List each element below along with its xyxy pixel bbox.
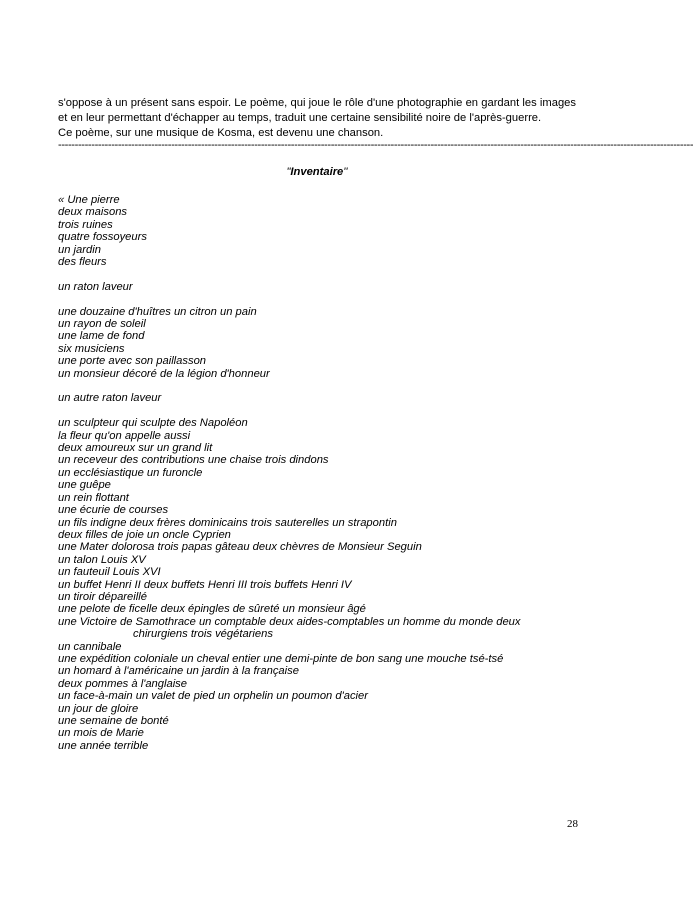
poem-line: six musiciens xyxy=(58,342,125,355)
separator-line: ----------------------------------------------------------------------------------------------------------------------------------------------------------------------------------------------- xyxy=(58,139,693,151)
poem-line: un raton laveur xyxy=(58,280,133,293)
stanza xyxy=(58,281,576,293)
poem-line: une année terrible xyxy=(58,739,149,752)
poem-line: une écurie de courses xyxy=(58,504,169,517)
poem-line: une pelote de ficelle deux épingles de sûreté un monsieur âgé xyxy=(58,603,366,616)
poem-line: un receveur des contributions une chaise trois dindons xyxy=(58,454,329,467)
poem-line: un talon Louis XV xyxy=(58,553,146,566)
intro-paragraph: s'oppose à un présent sans espoir. Le poème, qui joue le rôle d'une photographie en gardant les images et en leur permettant d'échapper au temps, traduit une certaine sensibilité noire de l'après-guerre. xyxy=(58,97,576,124)
poem-line: un buffet Henri II deux buffets Henri III trois buffets Henri IV xyxy=(58,578,352,591)
poem-line: un cannibale xyxy=(58,640,122,653)
stanza xyxy=(58,306,576,380)
poem-line: une porte avec son paillasson xyxy=(58,355,207,368)
poem-line: un sculpteur qui sculpte des Napoléon xyxy=(58,417,248,430)
stanza xyxy=(58,392,576,404)
poem-line-continuation: chirurgiens trois végétariens xyxy=(133,628,273,641)
poem-line: quatre fossoyeurs xyxy=(58,231,147,244)
stanza xyxy=(58,194,576,268)
poem-line: un monsieur décoré de la légion d'honneur xyxy=(58,367,270,380)
poem-line: deux maisons xyxy=(58,206,128,219)
title-close-quote: '' xyxy=(343,166,348,178)
poem-line: une lame de fond xyxy=(58,330,145,343)
poem-title xyxy=(58,165,576,180)
poem-line: un fils indigne deux frères dominicains trois sauterelles un strapontin xyxy=(58,516,397,529)
poem-line: deux amoureux sur un grand lit xyxy=(58,442,213,455)
poem-line: une semaine de bonté xyxy=(58,715,169,727)
intro-paragraph: Ce poème, sur une musique de Kosma, est devenu une chanson. xyxy=(58,127,384,139)
poem-line: un ecclésiastique un furoncle xyxy=(58,466,203,479)
poem-line: « Une pierre xyxy=(58,194,120,206)
poem-line: un mois de Marie xyxy=(58,727,144,740)
poem-line: deux filles de joie un oncle Cyprien xyxy=(58,528,231,541)
title-open-quote: " xyxy=(286,166,291,178)
poem-line: deux pommes à l'anglaise xyxy=(58,677,188,690)
stanza-gap xyxy=(58,405,576,417)
stanza-gap xyxy=(58,380,576,392)
poem-line: la fleur qu'on appelle aussi xyxy=(58,429,191,442)
poem-line: un rayon de soleil xyxy=(58,318,146,331)
poem-line: un jardin xyxy=(58,243,101,256)
poem-line: un tiroir dépareillé xyxy=(58,590,147,603)
stanza-gap xyxy=(58,293,576,305)
poem-line: un autre raton laveur xyxy=(58,392,162,405)
poem-line: trois ruines xyxy=(58,218,113,231)
title-text: Inventaire xyxy=(290,166,344,178)
page-number: 28 xyxy=(567,818,578,830)
poem-body xyxy=(58,194,576,752)
poem-line: un fauteuil Louis XVI xyxy=(58,566,161,579)
poem-line: une guêpe xyxy=(58,479,111,492)
poem-line: un rein flottant xyxy=(58,491,129,504)
intro-text xyxy=(58,96,576,141)
poem-line: un face-à-main un valet de pied un orphelin un poumon d'acier xyxy=(58,690,368,703)
stanza-gap xyxy=(58,268,576,280)
poem-line: un jour de gloire xyxy=(58,702,139,715)
poem-line: une Mater dolorosa trois papas gâteau deux chèvres de Monsieur Seguin xyxy=(58,541,422,554)
stanza xyxy=(58,417,576,752)
poem-line: une douzaine d'huîtres un citron un pain xyxy=(58,305,257,318)
poem-line: des fleurs xyxy=(58,256,107,269)
page-content xyxy=(58,96,693,752)
poem-line: une expédition coloniale un cheval entier une demi-pinte de bon sang une mouche tsé-tsé xyxy=(58,652,504,665)
poem-line: un homard à l'américaine un jardin à la française xyxy=(58,665,299,678)
poem-line: une Victoire de Samothrace un comptable deux aides-comptables un homme du monde deux xyxy=(58,615,521,628)
